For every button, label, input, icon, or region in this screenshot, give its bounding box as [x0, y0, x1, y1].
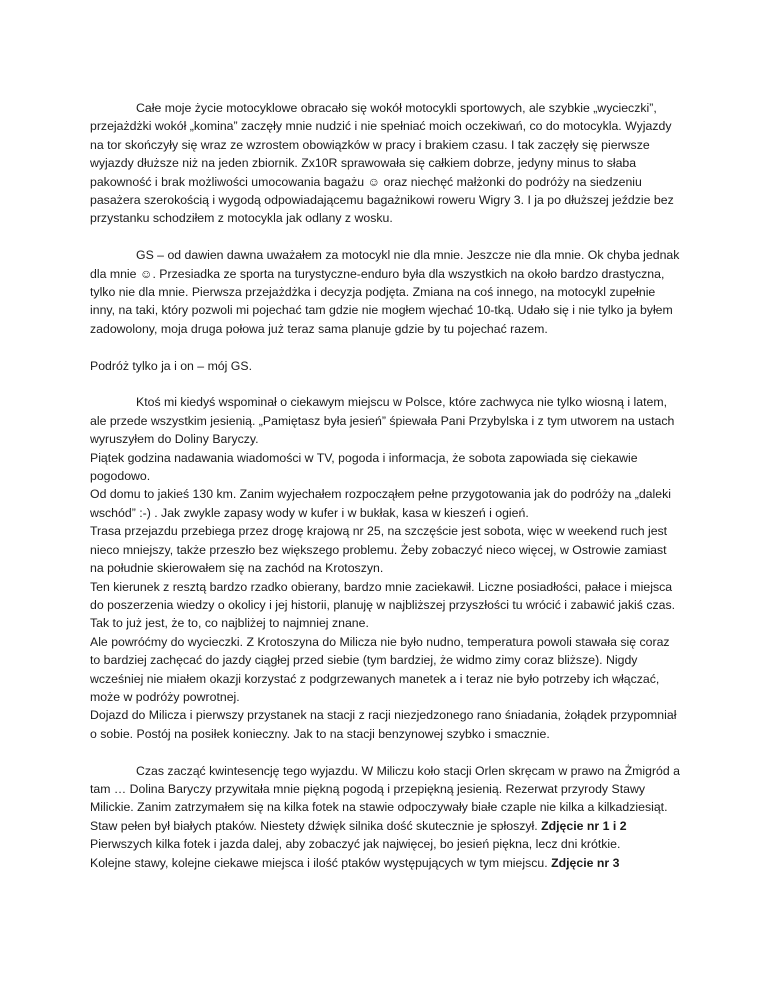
paragraph-ponds — [90, 854, 680, 872]
photo-reference-1-2: Zdjęcie nr 1 i 2 — [541, 818, 627, 833]
paragraph-story-line: Ale powróćmy do wycieczki. Z Krotoszyna do Milicza nie było nudno, temperatura powoli stawała się coraz to bardziej zachęcać do jazdy ciągłej przed siebie (tym bardziej, że widmo zimy coraz bliższe). Nigdy wcześniej nie miałem okazji korzystać z podgrzewanych manetek a i teraz nie było potrzeby ich włączać, może w podróży powrotnej. — [90, 634, 670, 704]
paragraph-story-line: Ten kierunek z resztą bardzo rzadko obierany, bardzo mnie zaciekawił. Liczne posiadłości, pałace i miejsca do poszerzenia wiedzy o okolicy i jej historii, planuję w najbliższej przyszłości tu wrócić i zabawić jakiś czas. Tak to już jest, że to, co najbliżej to najmniej znane. — [90, 579, 676, 631]
paragraph-intro: Całe moje życie motocyklowe obracało się wokół motocykli sportowych, ale szybkie „wycieczki”, przejażdżki wokół „komina” zaczęły mnie nudzić i nie spełniać moich oczekiwań, co do motocykla. Wyjazdy na tor skończyły się wraz ze wzrostem obowiązków w pracy i brakiem czasu. I tak zaczęły się pierwsze wyjazdy dłuższe niż na jeden zbiornik. Zx10R sprawowała się całkiem dobrze, jedyny minus to słaba pakowność i brak możliwości umocowania bagażu ☺ oraz niechęć małżonki do podróży na siedzeniu pasażera szerokością i wygodą odpowiadającemu bagażnikowi roweru Wigry 3. I ja po dłuższej jeździe bez przystanku schodziłem z motocykla jak odlany z wosku. — [90, 101, 674, 226]
document-page — [90, 99, 680, 872]
paragraph-story-line: Trasa przejazdu przebiega przez drogę krajową nr 25, na szczęście jest sobota, więc w weekend ruch jest nieco mniejszy, także przeszło bez większego problemu. Żeby zobaczyć nieco więcej, w Ostrowie zamiast na południe skierowałem się na zachód na Krotoszyn. — [90, 524, 668, 576]
paragraph-gs: GS – od dawien dawna uważałem za motocykl nie dla mnie. Jeszcze nie dla mnie. Ok chyba jednak dla mnie ☺. Przesiadka ze sporta na turystyczne-enduro była dla wszystkich na około bardzo drastyczna, tylko nie dla mnie. Pierwsza przejażdżka i decyzja podjęta. Zmiana na coś innego, na motocykl zupełnie inny, na taki, który pozwoli mi pojechać tam gdzie nie mogłem wjechać 10-tką. Udało się i nie tylko ja byłem zadowolony, moja druga połowa już teraz sama planuje gdzie by tu pojechać razem. — [90, 248, 680, 336]
paragraph-story-line: Ktoś mi kiedyś wspominał o ciekawym miejscu w Polsce, które zachwyca nie tylko wiosną i latem, ale przede wszystkim jesienią. „Pamiętasz była jesień” śpiewała Pani Przybylska i z tym utworem na ustach wyruszyłem do Doliny Baryczy. — [90, 395, 675, 447]
paragraph-story-line: Od domu to jakieś 130 km. Zanim wyjechałem rozpocząłem pełne przygotowania jak do podróży na „daleki wschód” :-) . Jak zwykle zapasy wody w kufer i w bukłak, kasa w kieszeń i ogień. — [90, 487, 671, 520]
paragraph-continue: Pierwszych kilka fotek i jazda dalej, aby zobaczyć jak najwięcej, bo jesień piękna, lecz dni krótkie. — [90, 837, 621, 852]
paragraph-barycz — [90, 762, 680, 836]
paragraph-journey-heading: Podróż tylko ja i on – mój GS. — [90, 358, 252, 373]
paragraph-story-line: Dojazd do Milicza i pierwszy przystanek na stacji z racji niezjedzonego rano śniadania, żołądek przypomniał o sobie. Postój na posiłek konieczny. Jak to na stacji benzynowej szybko i smacznie. — [90, 708, 677, 741]
paragraph-barycz-text: Czas zacząć kwintesencję tego wyjazdu. W Miliczu koło stacji Orlen skręcam w prawo na Żmigród a tam … Dolina Baryczy przywitała mnie piękną pogodą i przepiękną jesienią. Rezerwat przyrody Stawy Milickie. Zanim zatrzymałem się na kilka fotek na stawie odpoczywały białe czaple nie kilka a kilkadziesiąt. Staw pełen był białych ptaków. Niestety dźwięk silnika dość skutecznie je spłoszył. — [90, 763, 680, 833]
paragraph-story-line: Piątek godzina nadawania wiadomości w TV, pogoda i informacja, że sobota zapowiada się ciekawie pogodowo. — [90, 450, 638, 484]
photo-reference-3: Zdjęcie nr 3 — [551, 855, 620, 870]
paragraph-ponds-text: Kolejne stawy, kolejne ciekawe miejsca i ilość ptaków występujących w tym miejscu. — [90, 855, 552, 870]
